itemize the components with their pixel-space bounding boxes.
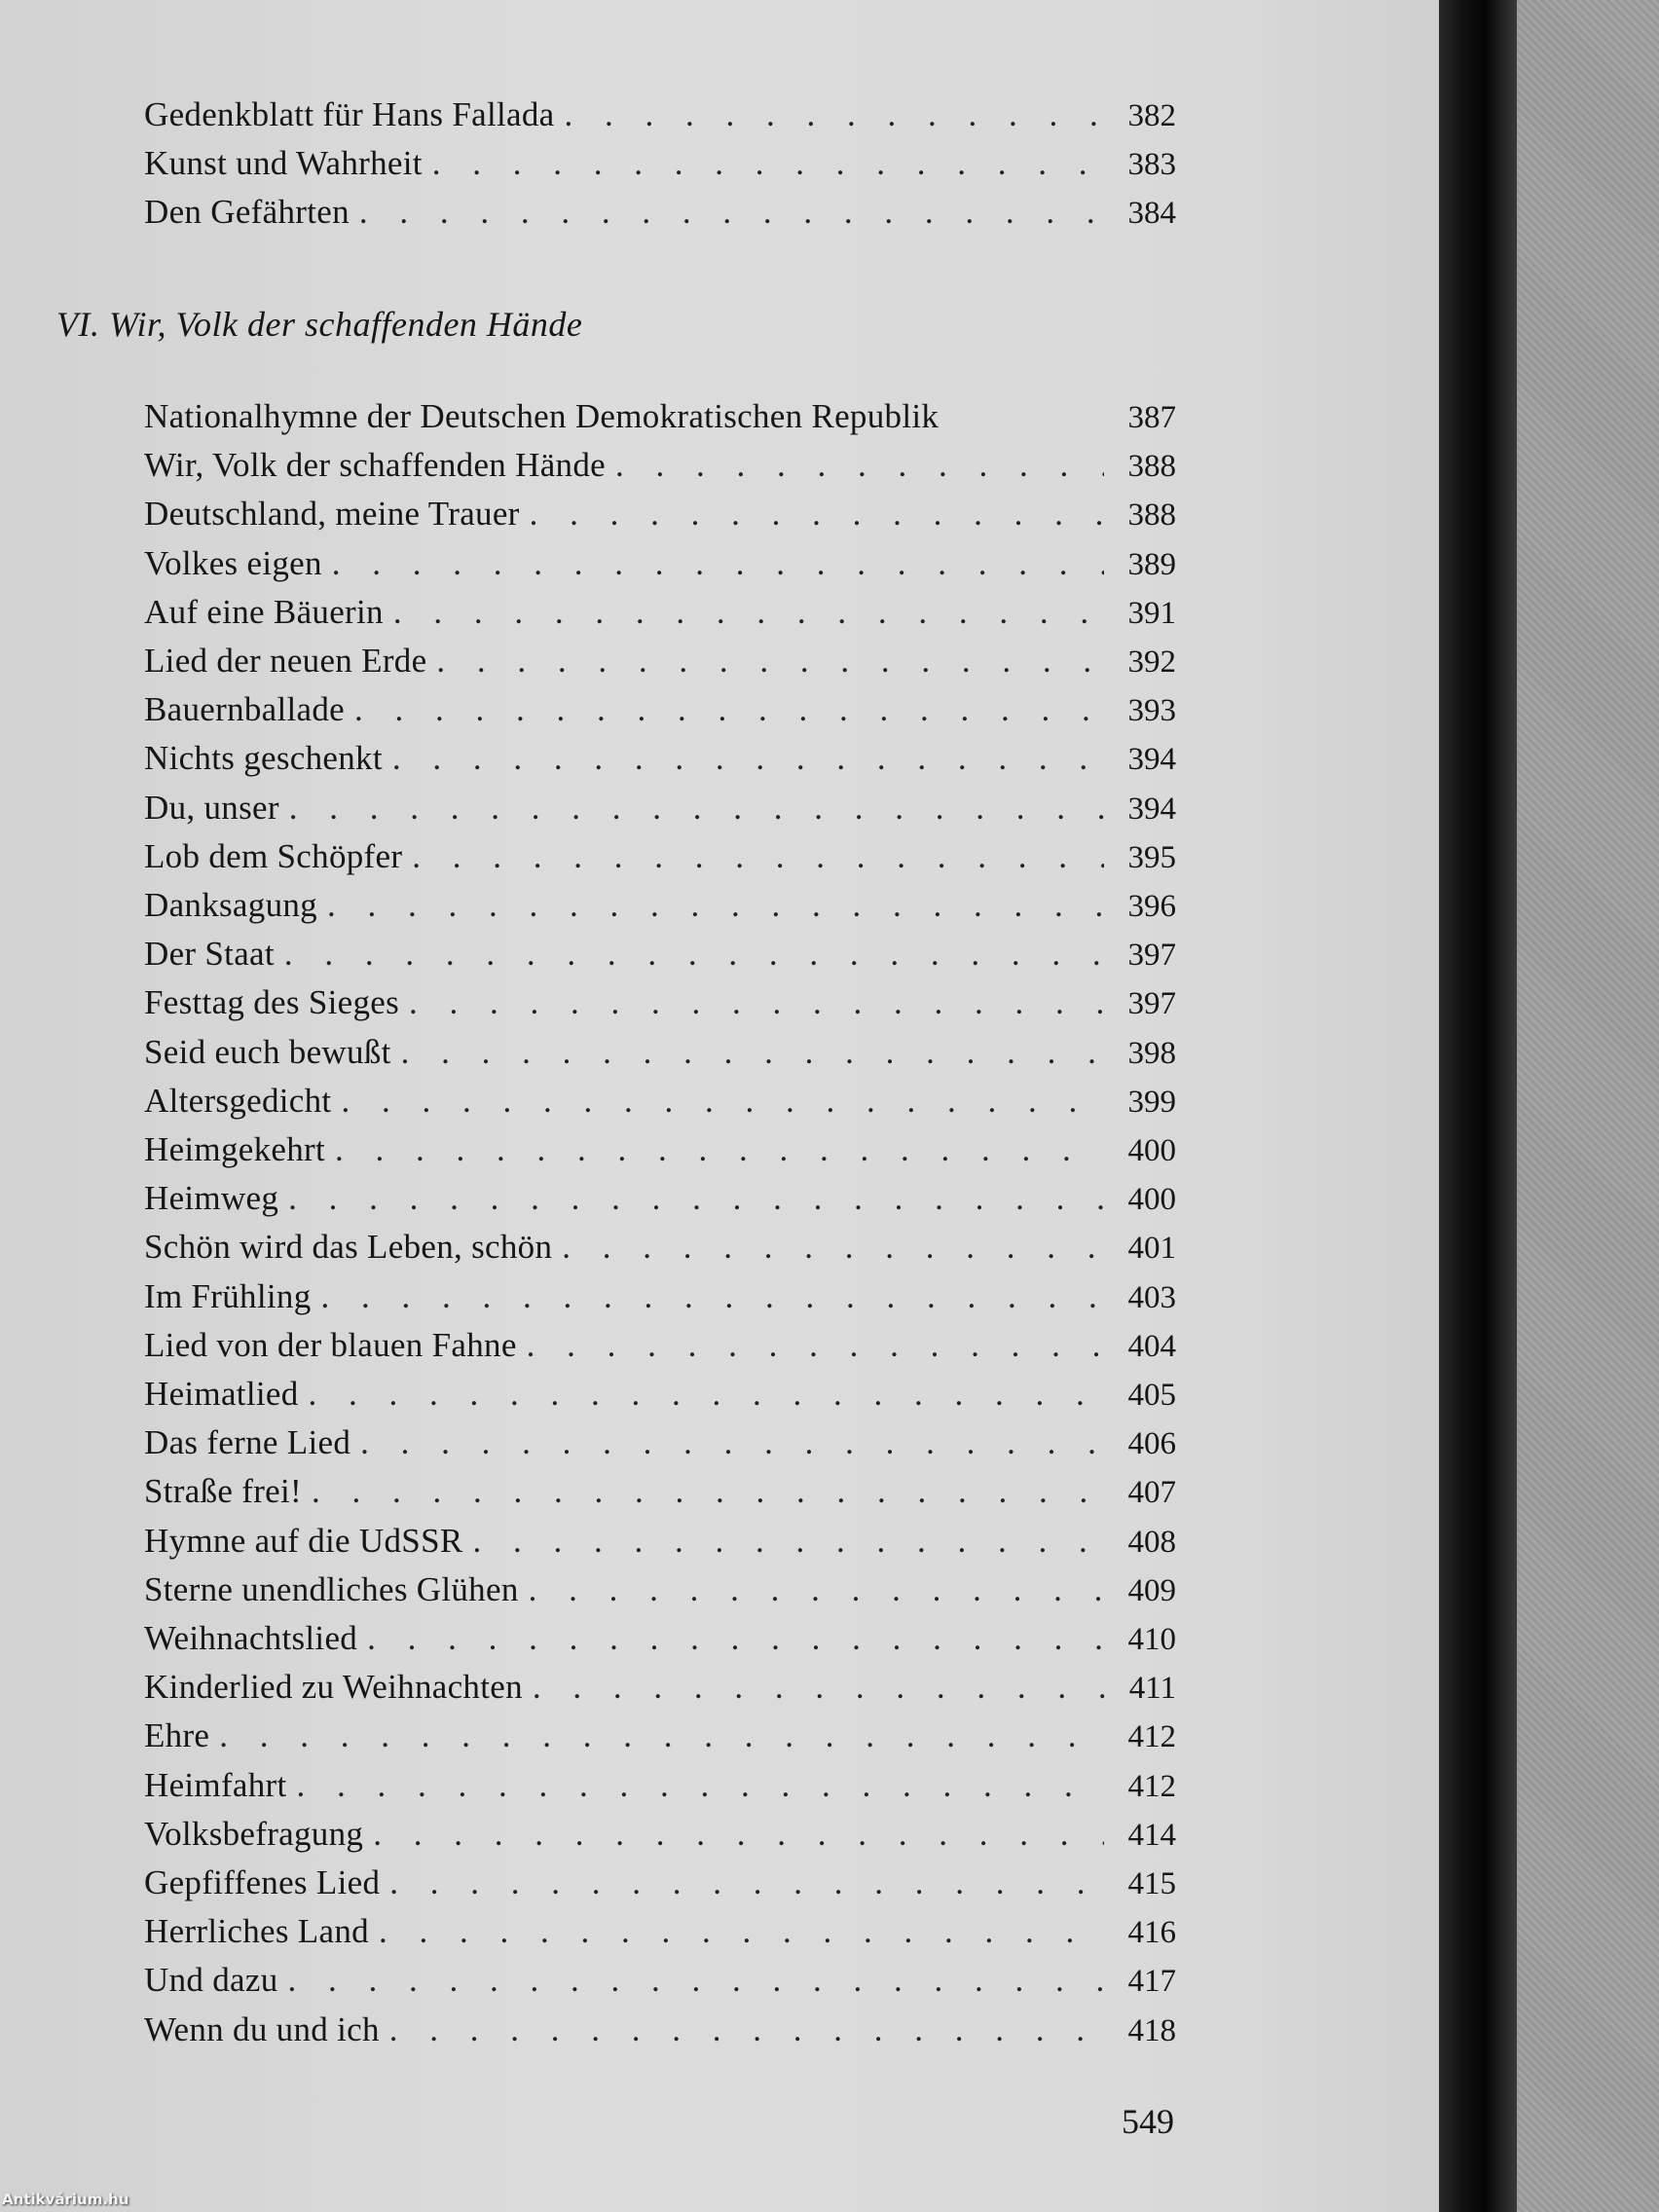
book-spine xyxy=(1439,0,1517,2212)
entry-page-number: 401 xyxy=(1127,1231,1176,1267)
toc-entry xyxy=(144,397,1176,446)
toc-entry xyxy=(144,1228,1176,1276)
dot-leader xyxy=(312,1472,1104,1511)
entry-page-number: 407 xyxy=(1127,1475,1176,1511)
page-number: 549 xyxy=(1122,2102,1174,2141)
entry-page-number: 396 xyxy=(1127,889,1176,924)
entry-page-number: 394 xyxy=(1127,742,1176,778)
entry-page-number: 408 xyxy=(1127,1524,1176,1560)
toc-entry xyxy=(144,1472,1176,1521)
entry-title: Wenn du und ich xyxy=(144,2009,380,2048)
toc-entry xyxy=(144,1863,1176,1912)
entry-title: Den Gefährten xyxy=(144,193,350,231)
dot-leader xyxy=(473,1522,1105,1561)
entry-page-number: 399 xyxy=(1127,1084,1176,1120)
toc-entry xyxy=(144,886,1176,935)
dot-leader xyxy=(335,1130,1104,1169)
entry-title: Bauernballade xyxy=(144,690,346,729)
entry-title: Sterne unendliches Glühen xyxy=(144,1569,519,1608)
toc-entry xyxy=(144,1375,1176,1423)
entry-title: Nationalhymne der Deutschen Demokratischen Republik xyxy=(144,397,940,435)
entry-page-number: 389 xyxy=(1127,546,1176,582)
entry-page-number: 400 xyxy=(1127,1182,1176,1218)
toc-entry xyxy=(144,95,1176,144)
section-heading: VI. Wir, Volk der schaffenden Hände xyxy=(56,305,583,344)
entry-page-number: 414 xyxy=(1127,1817,1176,1853)
entry-page-number: 388 xyxy=(1127,449,1176,485)
toc-entry xyxy=(144,1033,1176,1082)
toc-entry xyxy=(144,446,1176,495)
entry-title: Ehre xyxy=(144,1716,210,1755)
toc-entry xyxy=(144,1668,1176,1716)
entry-title: Hymne auf die UdSSR xyxy=(144,1521,463,1560)
entry-title: Das ferne Lied xyxy=(144,1423,351,1462)
toc-entry xyxy=(144,544,1176,593)
entry-title: Deutschland, meine Trauer xyxy=(144,495,520,534)
dot-leader xyxy=(533,1668,1104,1707)
entry-title: Weihnachtslied xyxy=(144,1619,358,1657)
dot-leader xyxy=(309,1375,1104,1414)
dot-leader xyxy=(288,1961,1105,2000)
entry-page-number: 383 xyxy=(1127,147,1176,182)
dot-leader xyxy=(297,1766,1104,1805)
toc-entry xyxy=(144,144,1176,193)
entry-page-number: 391 xyxy=(1127,595,1176,631)
entry-title: Du, unser xyxy=(144,788,279,827)
entry-page-number: 404 xyxy=(1127,1328,1176,1364)
toc-entry xyxy=(144,193,1176,241)
dot-leader xyxy=(562,1228,1104,1267)
toc-entry xyxy=(144,1815,1176,1863)
toc-entry xyxy=(144,1619,1176,1668)
entry-page-number: 412 xyxy=(1127,1719,1176,1755)
entry-title: Altersgedicht xyxy=(144,1081,332,1120)
entry-title: Danksagung xyxy=(144,886,317,924)
dot-leader xyxy=(289,789,1104,828)
entry-page-number: 403 xyxy=(1127,1279,1176,1315)
entry-page-number: 417 xyxy=(1127,1964,1176,2000)
entry-title: Heimfahrt xyxy=(144,1765,287,1804)
dot-leader xyxy=(332,544,1104,583)
dot-leader xyxy=(401,1033,1104,1072)
entry-title: Gedenkblatt für Hans Fallada xyxy=(144,95,555,133)
toc-entry xyxy=(144,1082,1176,1130)
entry-title: Lied der neuen Erde xyxy=(144,642,427,680)
dot-leader xyxy=(436,642,1104,681)
toc-entry xyxy=(144,642,1176,690)
entry-title: Seid euch bewußt xyxy=(144,1032,391,1071)
entry-page-number: 395 xyxy=(1127,839,1176,875)
entry-title: Herrliches Land xyxy=(144,1912,369,1951)
entry-page-number: 388 xyxy=(1127,498,1176,534)
dot-leader xyxy=(432,144,1104,183)
entry-page-number: 405 xyxy=(1127,1378,1176,1413)
entry-title: Kinderlied zu Weihnachten xyxy=(144,1668,523,1707)
entry-page-number: 393 xyxy=(1127,693,1176,729)
dot-leader xyxy=(564,95,1104,134)
toc-entry xyxy=(144,593,1176,642)
entry-title: Festtag des Sieges xyxy=(144,983,400,1022)
toc-entry xyxy=(144,2010,1176,2059)
dot-leader xyxy=(284,935,1104,974)
toc-entry xyxy=(144,1766,1176,1815)
entry-page-number: 384 xyxy=(1127,196,1176,231)
entry-title: Und dazu xyxy=(144,1961,278,2000)
entry-title: Straße frei! xyxy=(144,1472,302,1511)
toc-entry xyxy=(144,789,1176,837)
entry-title: Heimgekehrt xyxy=(144,1130,326,1168)
toc-entry xyxy=(144,983,1176,1032)
entry-title: Lob dem Schöpfer xyxy=(144,836,403,875)
entry-page-number: 397 xyxy=(1127,986,1176,1022)
entry-title: Gepfiffenes Lied xyxy=(144,1863,381,1901)
dot-leader xyxy=(321,1277,1105,1316)
entry-page-number: 398 xyxy=(1127,1035,1176,1071)
toc-entry xyxy=(144,1423,1176,1472)
toc-entry xyxy=(144,1277,1176,1326)
entry-page-number: 382 xyxy=(1127,98,1176,133)
entry-page-number: 400 xyxy=(1127,1133,1176,1168)
book-cover-edge xyxy=(1517,0,1659,2212)
entry-title: Lied von der blauen Fahne xyxy=(144,1325,517,1364)
dot-leader xyxy=(359,193,1104,232)
dot-leader xyxy=(373,1815,1104,1854)
dot-leader xyxy=(393,593,1104,632)
entry-title: Auf eine Bäuerin xyxy=(144,592,384,631)
entry-title: Heimatlied xyxy=(144,1375,299,1413)
entry-page-number: 415 xyxy=(1127,1866,1176,1901)
dot-leader xyxy=(367,1619,1104,1658)
dot-leader xyxy=(360,1423,1104,1462)
entry-page-number: 387 xyxy=(1127,400,1176,435)
toc-entry xyxy=(144,837,1176,886)
dot-leader xyxy=(527,1326,1104,1365)
entry-title: Nichts geschenkt xyxy=(144,739,383,778)
dot-leader xyxy=(327,886,1104,925)
entry-title: Heimweg xyxy=(144,1179,279,1218)
toc-entry xyxy=(144,1326,1176,1375)
entry-page-number: 418 xyxy=(1127,2012,1176,2048)
dot-leader xyxy=(341,1082,1104,1121)
entry-title: Der Staat xyxy=(144,935,275,974)
watermark: Antikvárium.hu xyxy=(2,2191,129,2208)
toc-entry xyxy=(144,495,1176,543)
entry-page-number: 392 xyxy=(1127,645,1176,680)
dot-leader xyxy=(219,1716,1104,1755)
dot-leader xyxy=(392,739,1104,778)
entry-title: Kunst und Wahrheit xyxy=(144,144,423,182)
dot-leader xyxy=(354,690,1104,729)
entry-title: Volkes eigen xyxy=(144,543,322,582)
dot-leader xyxy=(389,1863,1104,1902)
toc-entry xyxy=(144,1179,1176,1228)
entry-title: Im Frühling xyxy=(144,1276,312,1315)
entry-page-number: 416 xyxy=(1127,1915,1176,1951)
dot-leader xyxy=(530,495,1104,534)
entry-page-number: 397 xyxy=(1127,938,1176,974)
entry-page-number: 412 xyxy=(1127,1768,1176,1804)
entry-title: Wir, Volk der schaffenden Hände xyxy=(144,446,606,485)
entry-title: Volksbefragung xyxy=(144,1814,364,1853)
entry-page-number: 410 xyxy=(1127,1622,1176,1657)
toc-entry xyxy=(144,1522,1176,1570)
toc-entry xyxy=(144,739,1176,788)
entry-page-number: 394 xyxy=(1127,791,1176,827)
entry-page-number: 411 xyxy=(1128,1671,1176,1707)
dot-leader xyxy=(615,446,1104,485)
toc-entry xyxy=(144,1130,1176,1179)
dot-leader xyxy=(409,983,1104,1022)
entry-page-number: 409 xyxy=(1127,1572,1176,1608)
toc-entry xyxy=(144,1716,1176,1765)
dot-leader xyxy=(288,1179,1104,1218)
entry-title: Schön wird das Leben, schön xyxy=(144,1228,553,1267)
toc-entry xyxy=(144,690,1176,739)
toc-entry xyxy=(144,1912,1176,1961)
toc-entry xyxy=(144,1570,1176,1619)
dot-leader xyxy=(412,837,1104,876)
dot-leader xyxy=(379,1912,1104,1951)
entry-page-number: 406 xyxy=(1127,1426,1176,1462)
toc-entry xyxy=(144,1961,1176,2009)
dot-leader xyxy=(529,1570,1104,1609)
toc-entry xyxy=(144,935,1176,983)
dot-leader xyxy=(389,2010,1104,2049)
